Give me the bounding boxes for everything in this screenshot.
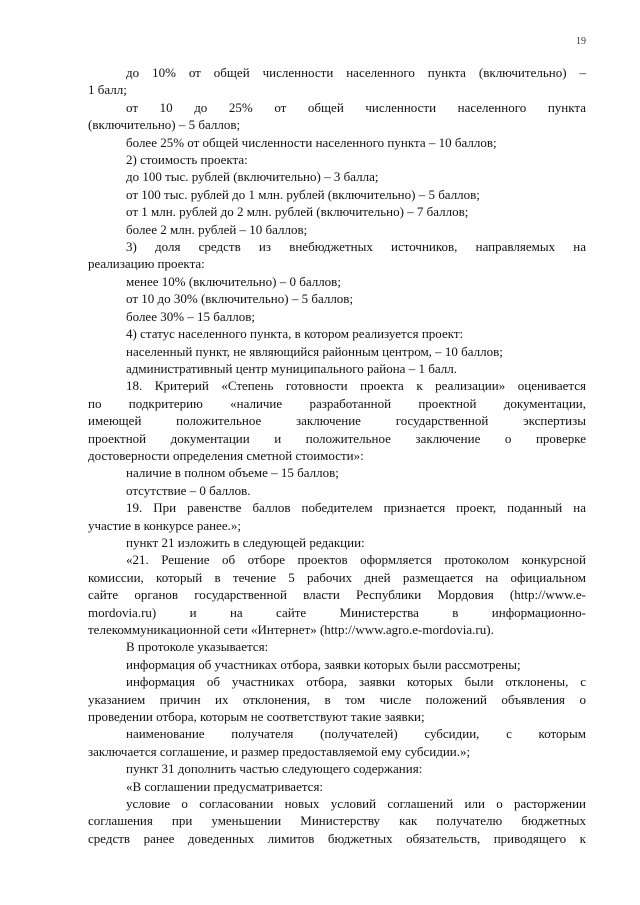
text-line: условие о согласовании новых условий соглашений или о расторжении xyxy=(126,796,586,812)
text-line: от 10 до 30% (включительно) – 5 баллов; xyxy=(126,291,354,307)
text-line: от 1 млн. рублей до 2 млн. рублей (включительно) – 7 баллов; xyxy=(126,204,469,220)
text-line: пункт 21 изложить в следующей редакции: xyxy=(126,534,365,550)
text-line: более 30% – 15 баллов; xyxy=(126,308,256,324)
text-line: более 2 млн. рублей – 10 баллов; xyxy=(126,221,308,237)
text-line: населенный пункт, не являющийся районным центром, – 10 баллов; xyxy=(126,343,503,359)
text-line: проведении отбора, которым не соответствуют такие заявки; xyxy=(88,709,425,725)
text-line: (включительно) – 5 баллов; xyxy=(88,117,241,133)
text-line: от 100 тыс. рублей до 1 млн. рублей (включительно) – 5 баллов; xyxy=(126,186,480,202)
text-line: 1 балл; xyxy=(88,82,127,98)
text-line: В протоколе указывается: xyxy=(126,639,269,655)
text-line: указанием причин их отклонения, в том числе положений объявления о xyxy=(88,691,586,707)
text-line: имеющей положительное заключение государственной экспертизы xyxy=(88,413,586,429)
text-line: mordovia.ru) и на сайте Министерства в информационно- xyxy=(88,604,586,620)
text-line: 4) статус населенного пункта, в котором реализуется проект: xyxy=(126,326,464,342)
text-line: сайте органов государственной власти Республики Мордовия (http://www.e- xyxy=(88,587,586,603)
text-line: отсутствие – 0 баллов. xyxy=(126,482,251,498)
text-line: «В соглашении предусматривается: xyxy=(126,778,324,794)
page-number: 19 xyxy=(576,36,586,47)
text-line: до 100 тыс. рублей (включительно) – 3 балла; xyxy=(126,169,379,185)
text-line: пункт 31 дополнить частью следующего содержания: xyxy=(126,761,423,777)
text-line: по подкритерию «наличие разработанной проектной документации, xyxy=(88,395,586,411)
text-line: 3) доля средств из внебюджетных источников, направляемых на xyxy=(126,239,586,255)
text-line: «21. Решение об отборе проектов оформляется протоколом конкурсной xyxy=(126,552,586,568)
text-line: до 10% от общей численности населенного пункта (включительно) – xyxy=(126,65,586,80)
text-line: соглашения при уменьшении Министерству как получателю бюджетных xyxy=(88,813,586,829)
text-line: наименование получателя (получателей) субсидии, с которым xyxy=(126,726,586,742)
text-line: достоверности определения сметной стоимости»: xyxy=(88,447,364,463)
text-line: комиссии, который в течение 5 рабочих дней размещается на официальном xyxy=(88,569,586,585)
text-line: проектной документации и положительное заключение о проверке xyxy=(88,430,586,446)
text-line: менее 10% (включительно) – 0 баллов; xyxy=(126,273,341,289)
text-line: наличие в полном объеме – 15 баллов; xyxy=(126,465,339,481)
text-line: 2) стоимость проекта: xyxy=(126,152,248,168)
text-line: телекоммуникационной сети «Интернет» (http://www.agro.e-mordovia.ru). xyxy=(88,622,494,637)
text-line: административный центр муниципального района – 1 балл. xyxy=(126,360,457,376)
text-line: 19. При равенстве баллов победителем признается проект, поданный на xyxy=(126,500,586,516)
text-line: средств ранее доведенных лимитов бюджетных обязательств, приводящего к xyxy=(88,830,586,846)
text-line: информация об участниках отбора, заявки которых были отклонены, с xyxy=(126,674,586,690)
text-line: заключается соглашение, и размер предоставляемой ему субсидии.»; xyxy=(88,743,471,759)
text-line: 18. Критерий «Степень готовности проекта к реализации» оценивается xyxy=(126,378,586,394)
text-line: информация об участниках отбора, заявки которых были рассмотрены; xyxy=(126,656,521,672)
text-line: участие в конкурсе ранее.»; xyxy=(88,517,241,533)
text-line: более 25% от общей численности населенного пункта – 10 баллов; xyxy=(126,134,497,150)
text-line: реализацию проекта: xyxy=(88,256,205,272)
text-line: от 10 до 25% от общей численности населенного пункта xyxy=(126,99,586,115)
document-body xyxy=(88,64,586,847)
